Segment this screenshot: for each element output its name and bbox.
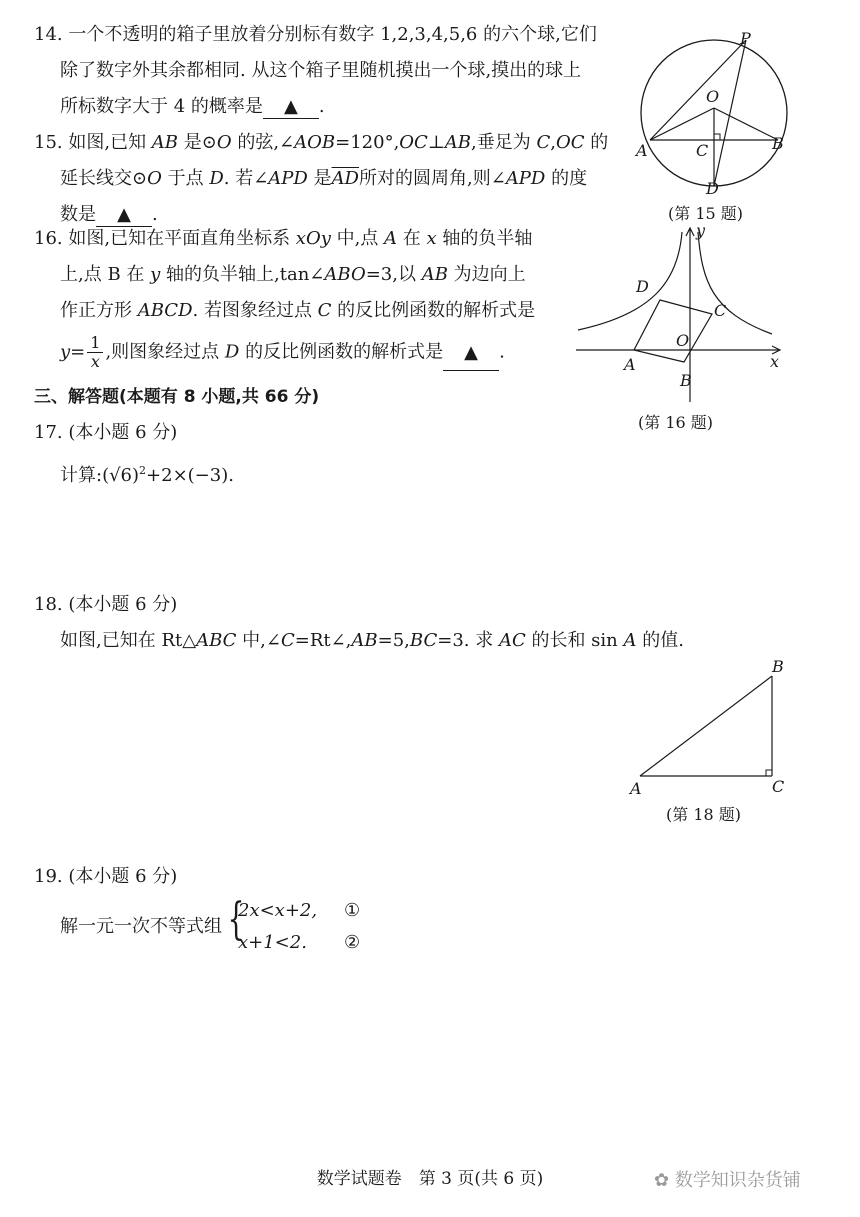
q19-ineq1: 2x<x+2,	[238, 900, 318, 921]
q17-body: 计算$:(√6)^2+2\times(-3)$.	[60, 464, 234, 486]
q15-line2: 延长线交⊙O 于点 D. 若∠APD 是$\overline{AD}$所对的圆周角,则∠APD 的度	[60, 168, 588, 189]
system-brace: {	[227, 894, 245, 945]
label-b: B	[772, 657, 784, 676]
segment-ao	[650, 108, 714, 140]
label-a: A	[636, 141, 648, 160]
q19-header: 19. (本小题 6 分)	[34, 866, 178, 887]
segment-ap	[650, 40, 746, 140]
q18-header: 18. (本小题 6 分)	[34, 594, 178, 615]
q18-caption: (第 18 题)	[666, 805, 742, 824]
q19-mark1: ①	[344, 900, 361, 921]
label-a: A	[624, 355, 636, 374]
arc-ad: $\overline{AD}$	[331, 168, 359, 189]
label-a: A	[630, 779, 642, 798]
label-o: O	[676, 331, 690, 350]
right-angle-mark	[714, 134, 720, 140]
section3-heading: 三、解答题(本题有 8 小题,共 66 分)	[34, 387, 320, 407]
q16-line4: y= $\frac{1}{x}$ ,则图象经过点 D 的反比例函数的解析式是 ▲ .	[60, 333, 505, 371]
label-d: D	[706, 179, 719, 198]
wechat-icon: ✿	[654, 1170, 675, 1191]
page-footer: 数学试题卷 第 3 页(共 6 页)	[316, 1169, 544, 1189]
q14-line3: 所标数字大于 4 的概率是 ▲ .	[60, 96, 325, 117]
label-d: D	[636, 277, 649, 296]
q19-mark2: ②	[344, 932, 361, 953]
label-c: C	[714, 301, 727, 320]
q18-figure	[626, 654, 796, 800]
q16-line1: 16. 如图,已知在平面直角坐标系 xOy 中,点 A 在 x 轴的负半轴	[34, 228, 533, 249]
q19-lead: 解一元一次不等式组	[60, 916, 222, 937]
label-b: B	[772, 134, 784, 153]
segment-dp	[714, 40, 746, 186]
label-o: O	[706, 87, 720, 106]
q16-line3: 作正方形 ABCD. 若图象经过点 C 的反比例函数的解析式是	[60, 300, 536, 321]
q19-ineq2: x+1<2.	[238, 932, 307, 953]
label-c: C	[696, 141, 709, 160]
hypotenuse-ab	[640, 676, 772, 776]
q15-line1: 15. 如图,已知 AB 是⊙O 的弦,∠AOB=120°,OC⊥AB,垂足为 C,OC 的	[34, 132, 609, 153]
q15-figure	[630, 28, 800, 204]
label-b: B	[680, 371, 692, 390]
segment-bo	[714, 108, 778, 140]
square-abcd	[634, 300, 712, 362]
q16-answer-blank: ▲	[443, 336, 499, 371]
q17-header: 17. (本小题 6 分)	[34, 422, 178, 443]
q16-line2: 上,点 B 在 y 轴的负半轴上,tan∠ABO=3,以 AB 为边向上	[60, 264, 526, 285]
label-c: C	[772, 777, 785, 796]
q15-caption: (第 15 题)	[668, 204, 744, 223]
label-x: x	[770, 352, 780, 371]
right-angle-mark	[766, 770, 772, 776]
q14-answer-blank: ▲	[263, 96, 319, 119]
watermark: ✿ 数学知识杂货铺	[654, 1170, 801, 1191]
hyperbola-d	[578, 232, 682, 330]
q14-line2: 除了数字外其余都相同. 从这个箱子里随机摸出一个球,摸出的球上	[60, 60, 582, 81]
q15-answer-blank: ▲	[96, 204, 152, 227]
label-p: P	[740, 29, 751, 48]
label-y: y	[696, 222, 706, 240]
q16-caption: (第 16 题)	[638, 413, 714, 432]
q18-body: 如图,已知在 Rt△ABC 中,∠C=Rt∠,AB=5,BC=3. 求 AC 的长和 sin A 的值.	[60, 630, 684, 651]
q15-line3: 数是 ▲ .	[60, 204, 158, 225]
q16-figure	[572, 222, 786, 408]
q14-line1: 14. 一个不透明的箱子里放着分别标有数字 1,2,3,4,5,6 的六个球,它们	[34, 24, 597, 45]
fraction-1-over-x: $\frac{1}{x}$	[87, 334, 103, 371]
